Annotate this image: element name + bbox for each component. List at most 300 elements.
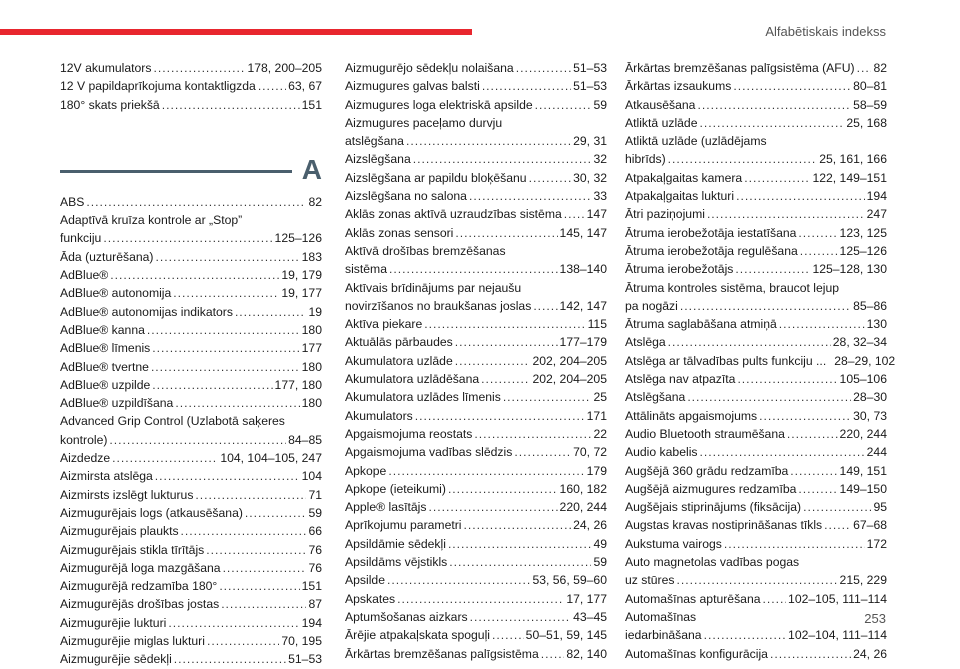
index-term: Ārkārtas bremzēšanas palīgsistēma (AFU)	[625, 61, 855, 75]
index-page-ref: 59	[593, 97, 607, 112]
index-entry-line: Automašīnas	[625, 609, 697, 624]
index-term: Aizmugurējie lukturi	[60, 615, 167, 630]
index-page-ref: 50–51, 59, 145	[525, 628, 607, 643]
dot-leader	[206, 541, 306, 559]
index-page-ref: 160, 182	[559, 481, 607, 496]
index-entry-line: Advanced Grip Control (Uzlabotā saķeres	[60, 414, 285, 429]
index-entry	[625, 150, 887, 168]
index-term: Aktuālās pārbaudes	[345, 335, 453, 350]
index-page-ref: 30, 32	[573, 170, 607, 185]
index-term: AdBlue®	[60, 268, 109, 283]
index-term: Aklās zonas aktīvā uzraudzības sistēma	[345, 207, 562, 222]
dot-leader	[151, 358, 300, 376]
index-entry	[60, 632, 322, 650]
dot-leader	[110, 266, 279, 284]
index-entry	[60, 248, 322, 266]
index-page-ref: 151	[301, 579, 322, 594]
index-page-ref: 180	[301, 396, 322, 411]
index-entry	[345, 224, 607, 242]
index-term: Augšējais stiprinājums (fiksācija)	[625, 500, 802, 515]
dot-leader	[109, 431, 286, 449]
index-page-ref: 247	[866, 207, 887, 222]
dot-leader	[744, 169, 810, 187]
dot-leader	[156, 248, 300, 266]
dot-leader	[448, 535, 592, 553]
index-entry	[60, 339, 322, 357]
index-term: Akumulatora uzlādēšana	[345, 372, 480, 387]
index-page-ref: 138–140	[559, 262, 607, 277]
index-page-ref: 202, 204–205	[532, 353, 607, 368]
dot-leader	[449, 553, 591, 571]
index-page-ref: 63, 67	[288, 79, 322, 94]
index-entry	[625, 626, 887, 644]
index-term: Aizmugurējās drošības jostas	[60, 597, 220, 612]
index-page-ref: 19	[308, 304, 322, 319]
top-accent-bar	[0, 29, 472, 35]
dot-leader	[668, 333, 831, 351]
index-entry	[625, 333, 887, 351]
dot-leader	[700, 443, 865, 461]
index-entry	[60, 595, 322, 613]
index-entry	[625, 77, 887, 95]
index-page-ref: 177–179	[559, 335, 607, 350]
index-term: AdBlue® tvertne	[60, 359, 149, 374]
dot-leader	[448, 480, 558, 498]
index-entry	[625, 388, 887, 406]
index-term: Akumulatora uzlāde	[345, 353, 453, 368]
dot-leader	[112, 449, 218, 467]
index-page-ref: 17, 177	[566, 591, 607, 606]
index-entry	[345, 370, 607, 388]
index-page-ref: 171	[586, 408, 607, 423]
index-page-ref: 76	[308, 542, 322, 557]
index-term: Ātruma saglabāšana atmiņā	[625, 317, 777, 332]
index-entry	[345, 297, 607, 315]
dot-leader	[86, 193, 306, 211]
index-page-ref: 59	[308, 505, 322, 520]
index-entry-line: Atliktā uzlāde (uzlādējams	[625, 134, 767, 149]
index-page-ref: 25, 168	[846, 115, 887, 130]
index-entry	[625, 516, 887, 534]
dot-leader	[529, 169, 572, 187]
index-term: Apsilde	[345, 573, 385, 588]
index-entry	[625, 352, 896, 370]
index-term: Aizmugures loga elektriskā apsilde	[345, 97, 533, 112]
dot-leader	[824, 516, 851, 534]
dot-leader	[668, 150, 818, 168]
dot-leader	[680, 297, 851, 315]
index-term: Atpakaļgaitas kamera	[625, 170, 743, 185]
dot-leader	[516, 59, 571, 77]
index-term: Aizmugurējie sēdekļi	[60, 652, 172, 667]
index-entry	[60, 431, 322, 449]
index-page-ref: 87	[308, 597, 322, 612]
index-term: funkciju	[60, 231, 102, 246]
index-entry	[625, 425, 887, 443]
index-page-ref: 25, 161, 166	[819, 152, 887, 167]
index-term: Aizmugurējais stikla tīrītājs	[60, 542, 205, 557]
index-term: Aptumšošanas aizkars	[345, 609, 468, 624]
index-term: Attālināts apgaismojums	[625, 408, 758, 423]
index-page-ref: 29, 31	[573, 134, 607, 149]
index-term: AdBlue® autonomijas indikators	[60, 304, 233, 319]
index-term: Akumulators	[345, 408, 413, 423]
index-entry	[345, 553, 607, 571]
dot-leader	[736, 187, 865, 205]
index-page-ref: 24, 26	[853, 646, 887, 661]
index-term: Automašīnas konfigurācija	[625, 646, 768, 661]
index-entry	[345, 498, 607, 516]
index-page-ref: 24, 26	[573, 518, 607, 533]
index-entry	[625, 260, 887, 278]
dot-leader	[152, 339, 299, 357]
index-page-ref: 180	[301, 359, 322, 374]
index-term: novirzīšanos no braukšanas joslas	[345, 298, 532, 313]
index-page-ref: 32	[593, 152, 607, 167]
index-term: Aktīva piekare	[345, 317, 423, 332]
index-term: Apskates	[345, 591, 396, 606]
dot-leader	[514, 443, 571, 461]
index-entry	[60, 193, 322, 211]
index-page-ref: 51–53	[573, 61, 607, 75]
index-term: Ātruma ierobežotāja iestatīšana	[625, 225, 797, 240]
section-letter: A	[301, 153, 322, 185]
dot-leader	[162, 96, 300, 114]
index-entry	[625, 498, 887, 516]
index-term: Ātruma ierobežotāja regulēšana	[625, 243, 798, 258]
dot-leader	[800, 242, 838, 260]
index-entry	[345, 59, 607, 77]
dot-leader	[697, 96, 851, 114]
index-entry	[60, 504, 322, 522]
dot-leader	[474, 425, 591, 443]
index-entry	[60, 486, 322, 504]
index-entry	[345, 388, 607, 406]
index-entry	[345, 150, 607, 168]
index-page-ref: 59	[593, 555, 607, 570]
index-term: 180° skats priekšā	[60, 97, 160, 112]
dot-leader	[564, 205, 585, 223]
index-term: AdBlue® līmenis	[60, 341, 151, 356]
index-page-ref: 178, 200–205	[247, 61, 322, 75]
dot-leader	[207, 632, 279, 650]
index-page-ref: 202, 204–205	[532, 372, 607, 387]
index-term: Ātri paziņojumi	[625, 207, 705, 222]
index-entry	[60, 96, 322, 114]
index-page-ref: 194	[866, 189, 887, 204]
dot-leader	[724, 535, 865, 553]
index-entry	[345, 407, 607, 425]
index-term: Aklās zonas sensori	[345, 225, 454, 240]
dot-leader	[700, 114, 845, 132]
index-term: Apgaismojuma reostats	[345, 426, 473, 441]
index-entry-line: Aktīvā drošības bremzēšanas	[345, 243, 506, 258]
index-term: Akumulatora uzlādes līmenis	[345, 390, 501, 405]
index-entry	[345, 590, 607, 608]
index-entry	[345, 169, 607, 187]
dot-leader	[735, 260, 810, 278]
index-term: Aizslēgšana no salona	[345, 189, 467, 204]
dot-leader	[676, 571, 837, 589]
index-term: Ārkārtas bremzēšanas palīgsistēma	[345, 646, 539, 661]
index-page-ref: 43–45	[573, 609, 607, 624]
index-term: Automašīnas apturēšana	[625, 591, 761, 606]
index-term: Apple® lasītājs	[345, 500, 427, 515]
dot-leader	[415, 407, 585, 425]
index-entry	[60, 614, 322, 632]
dot-leader	[221, 595, 306, 613]
index-term: Aizmirsta atslēga	[60, 469, 153, 484]
dot-leader	[245, 504, 307, 522]
index-term: sistēma	[345, 262, 387, 277]
index-entry	[625, 370, 887, 388]
index-term: Atpakaļgaitas lukturi	[625, 189, 735, 204]
dot-leader	[235, 303, 307, 321]
index-entry	[345, 352, 607, 370]
index-term: kontrole)	[60, 432, 108, 447]
dot-leader	[181, 522, 307, 540]
index-term: 12V akumulators	[60, 61, 152, 75]
index-entry-line: Aizmugures paceļamo durvju	[345, 115, 503, 130]
dot-leader	[152, 376, 272, 394]
index-page-ref: 76	[308, 560, 322, 575]
dot-leader	[428, 498, 557, 516]
index-term: pa nogāzi	[625, 298, 678, 313]
index-page-ref: 102–105, 111–114	[788, 591, 887, 606]
index-term: Aizmugurējais logs (atkausēšana)	[60, 505, 243, 520]
index-entry	[60, 77, 322, 95]
section-divider	[60, 170, 292, 173]
dot-leader	[103, 229, 272, 247]
index-entry	[60, 358, 322, 376]
index-entry	[60, 394, 322, 412]
dot-leader	[503, 388, 592, 406]
index-entry	[60, 467, 322, 485]
dot-leader	[258, 77, 286, 95]
index-page-ref: 49	[593, 536, 607, 551]
index-entry	[345, 205, 607, 223]
dot-leader	[482, 77, 571, 95]
index-entry	[60, 303, 322, 321]
index-page-ref: 172	[866, 536, 887, 551]
dot-leader	[219, 577, 299, 595]
index-entry	[345, 425, 607, 443]
index-page-ref: 122, 149–151	[812, 170, 887, 185]
index-entry	[345, 187, 607, 205]
index-term: Apgaismojuma vadības slēdzis	[345, 445, 513, 460]
index-page-ref: 28–30	[853, 390, 887, 405]
index-page-ref: 147	[586, 207, 607, 222]
dot-leader	[387, 571, 530, 589]
index-term: 12 V papildaprīkojuma kontaktligzda	[60, 79, 256, 94]
dot-leader	[541, 645, 565, 663]
index-term: iedarbināšana	[625, 628, 702, 643]
index-term: uz stūres	[625, 573, 675, 588]
index-term: AdBlue® uzpildīšana	[60, 396, 174, 411]
index-entry	[345, 443, 607, 461]
index-page-ref: 125–128, 130	[812, 262, 887, 277]
index-page-ref: 82	[873, 61, 887, 75]
index-page-ref: 28–29, 102	[834, 353, 896, 368]
index-entry	[60, 266, 322, 284]
index-page-ref: 22	[593, 426, 607, 441]
index-page-ref: 102–104, 111–114	[788, 628, 887, 643]
index-entry	[345, 626, 607, 644]
dot-leader	[759, 407, 851, 425]
index-page-ref: 80–81	[853, 79, 887, 94]
index-entry	[345, 315, 607, 333]
index-column-3	[625, 59, 896, 663]
index-page-ref: 104	[301, 469, 322, 484]
dot-leader	[733, 77, 851, 95]
index-entry	[345, 571, 607, 589]
index-page-ref: 105–106	[839, 372, 887, 387]
index-page-ref: 58–59	[853, 97, 887, 112]
index-term: Atkausēšana	[625, 97, 696, 112]
index-term: atslēgšana	[345, 134, 404, 149]
dot-leader	[492, 626, 524, 644]
index-page-ref: 82	[308, 194, 322, 209]
dot-leader	[803, 498, 871, 516]
dot-leader	[424, 315, 585, 333]
index-page-ref: 19, 177	[281, 286, 322, 301]
index-term: ABS	[60, 194, 85, 209]
dot-leader	[455, 352, 531, 370]
dot-leader	[707, 205, 865, 223]
index-term: Aizslēgšana	[345, 152, 411, 167]
index-page-ref: 30, 73	[853, 408, 887, 423]
index-column-2	[345, 59, 607, 663]
index-entry	[625, 443, 887, 461]
dot-leader	[397, 590, 564, 608]
index-entry	[625, 590, 887, 608]
index-page-ref: 19, 179	[281, 268, 322, 283]
dot-leader	[737, 370, 837, 388]
index-term: Aizmugurējais plaukts	[60, 524, 179, 539]
index-term: Aprīkojumu parametri	[345, 518, 462, 533]
dot-leader	[168, 614, 299, 632]
dot-leader	[175, 394, 299, 412]
index-column-1	[60, 59, 322, 669]
index-entry	[625, 187, 887, 205]
index-page-ref: 194	[301, 615, 322, 630]
index-entry	[625, 462, 887, 480]
index-term: Aizmugurējā loga mazgāšana	[60, 560, 221, 575]
index-entry	[625, 114, 887, 132]
index-page-ref: 125–126	[839, 243, 887, 258]
index-entry	[60, 284, 322, 302]
index-term: Atliktā uzlāde	[625, 115, 698, 130]
index-entry-line: Ātruma kontroles sistēma, braucot lejup	[625, 280, 840, 295]
index-term: Ātruma ierobežotājs	[625, 262, 734, 277]
index-term: Apsildāmie sēdekļi	[345, 536, 446, 551]
dot-leader	[687, 388, 851, 406]
index-term: Atslēgšana	[625, 390, 686, 405]
index-entry	[345, 462, 607, 480]
index-entry	[625, 224, 887, 242]
dot-leader	[223, 559, 307, 577]
dot-leader	[388, 462, 584, 480]
index-term: Ārkārtas izsaukums	[625, 79, 732, 94]
index-entry-line: Adaptīvā kruīza kontrole ar „Stop”	[60, 213, 243, 228]
dot-leader	[533, 297, 557, 315]
dot-leader	[173, 284, 279, 302]
index-page-ref: 179	[586, 463, 607, 478]
index-term: AdBlue® kanna	[60, 322, 145, 337]
dot-leader	[155, 467, 300, 485]
index-page-ref: 70, 72	[573, 445, 607, 460]
dot-leader	[704, 626, 786, 644]
index-page-ref: 244	[866, 445, 887, 460]
dot-leader	[413, 150, 592, 168]
page-number: 253	[864, 611, 886, 626]
index-term: Aizmirsts izslēgt lukturus	[60, 487, 194, 502]
dot-leader	[406, 132, 571, 150]
index-entry	[625, 480, 887, 498]
dot-leader	[455, 224, 557, 242]
index-page-ref: 220, 244	[559, 500, 607, 515]
dot-leader	[389, 260, 558, 278]
index-term: Aizmugurējo sēdekļu nolaišana	[345, 61, 514, 75]
section-header-a	[60, 151, 322, 185]
index-entry	[625, 59, 887, 77]
index-page-ref: 82, 140	[566, 646, 607, 661]
index-entry	[345, 77, 607, 95]
index-page-ref: 51–53	[288, 652, 322, 667]
index-term: Āda (uzturēšana)	[60, 249, 154, 264]
index-page-ref: 33	[593, 189, 607, 204]
index-page-ref: 25	[593, 390, 607, 405]
index-entry	[345, 535, 607, 553]
index-term: Aizdedze	[60, 451, 111, 466]
index-term: Aizmugurējā redzamība 180°	[60, 579, 218, 594]
index-page-ref: 125–126	[274, 231, 322, 246]
index-term: Augšējā 360 grādu redzamība	[625, 463, 789, 478]
index-entry	[345, 516, 607, 534]
dot-leader	[195, 486, 306, 504]
index-page-ref: 183	[301, 249, 322, 264]
dot-leader	[174, 650, 286, 668]
dot-leader	[481, 370, 530, 388]
index-entry	[345, 645, 607, 663]
index-entry	[345, 480, 607, 498]
index-entry	[60, 577, 322, 595]
dot-leader	[798, 224, 837, 242]
index-page-ref: 67–68	[853, 518, 887, 533]
index-entry-line: Aktīvais brīdinājums par nejaušu	[345, 280, 522, 295]
dot-leader	[779, 315, 865, 333]
index-entry	[60, 449, 322, 467]
dot-leader	[470, 608, 572, 626]
index-entry	[625, 205, 887, 223]
index-entry	[625, 571, 887, 589]
dot-leader	[455, 333, 558, 351]
dot-leader	[469, 187, 591, 205]
index-term: Aizslēgšana ar papildu bloķēšanu	[345, 170, 527, 185]
index-term: Apsildāms vējstikls	[345, 555, 448, 570]
index-term: Audio kabelis	[625, 445, 698, 460]
dot-leader	[535, 96, 592, 114]
dot-leader	[787, 425, 838, 443]
dot-leader	[464, 516, 572, 534]
index-entry	[345, 260, 607, 278]
index-entry	[625, 315, 887, 333]
index-page-ref: 149, 151	[839, 463, 887, 478]
index-term: Augstas kravas nostiprināšanas tīkls	[625, 518, 823, 533]
index-entry	[60, 59, 322, 77]
dot-leader	[857, 59, 872, 77]
index-page-ref: 220, 244	[839, 426, 887, 441]
